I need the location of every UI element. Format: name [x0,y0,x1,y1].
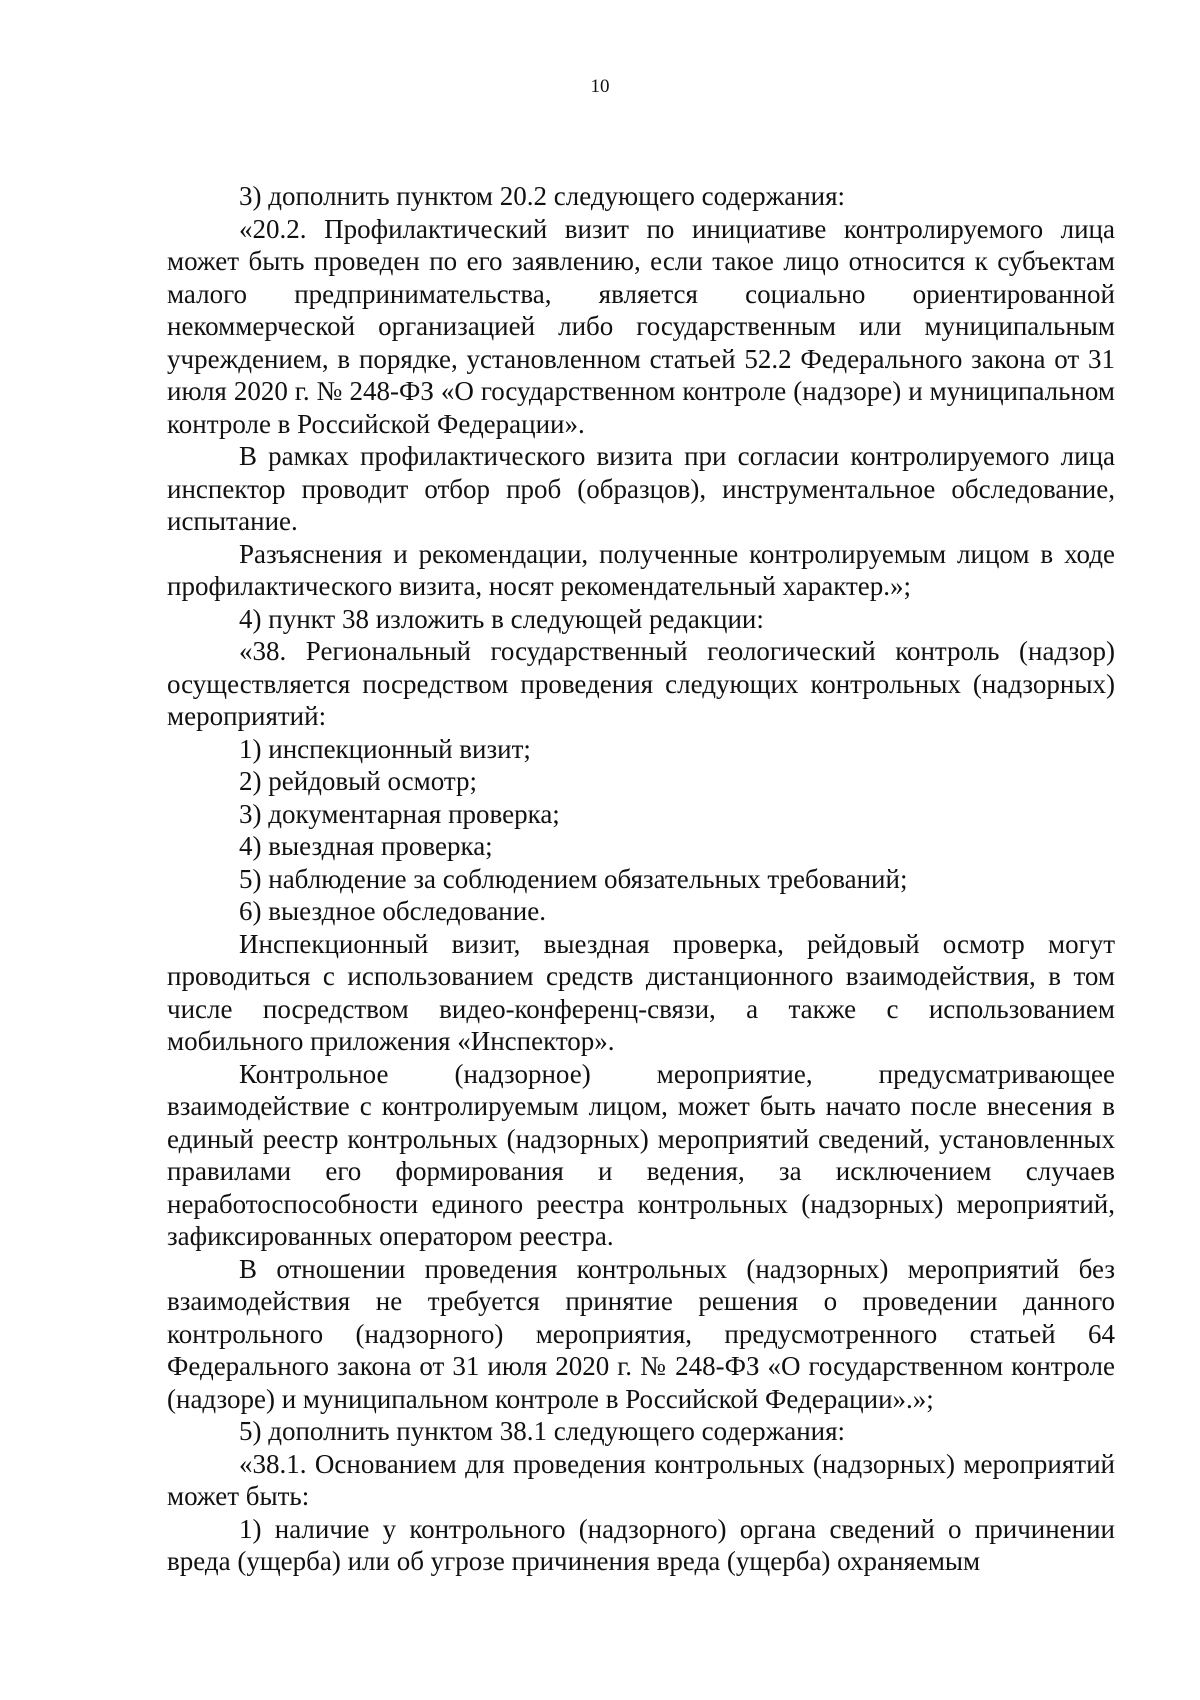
paragraph: Инспекционный визит, выездная проверка, рейдовый осмотр могут проводиться с использованием средств дистанционного взаимодействия, в том числе посредством видео-конференц-связи, а также с использованием мобильного приложения «Инспектор». [167,928,1115,1056]
paragraph: В отношении проведения контрольных (надзорных) мероприятий без взаимодействия не требуется принятие решения о проведении данного контрольного (надзорного) мероприятия, предусмотренного статьей 64 Федерального закона от 31 июля 2020 г. № 248-ФЗ «О государственном контроле (надзоре) и муниципальном контроле в Российской Федерации».»; [167,1253,1115,1414]
paragraph: В рамках профилактического визита при согласии контролируемого лица инспектор проводит отбор проб (образцов), инструментальное обследование, испытание. [167,441,1115,536]
page-number: 10 [590,76,610,97]
list-item: 6) выездное обследование. [239,896,546,926]
paragraph: «20.2. Профилактический визит по инициативе контролируемого лица может быть проведен по его заявлению, если такое лицо относится к субъектам малого предпринимательства, является социально ориентированной некоммерческой организацией либо государственным или муниципальным учреждением, в порядке, установленном статьей 52.2 Федерального закона от 31 июля 2020 г. № 248-ФЗ «О государственном контроле (надзоре) и муниципальном контроле в Российской Федерации». [167,213,1115,439]
list-item: 2) рейдовый осмотр; [239,766,478,796]
paragraph: 1) наличие у контрольного (надзорного) органа сведений о причинении вреда (ущерба) или об угрозе причинения вреда (ущерба) охраняемым [167,1513,1115,1576]
paragraph: 3) дополнить пунктом 20.2 следующего содержания: [239,181,846,211]
paragraph: «38.1. Основанием для проведения контрольных (надзорных) мероприятий может быть: [167,1448,1115,1511]
list-item: 3) документарная проверка; [239,798,560,829]
list-item: 4) выездная проверка; [239,831,493,861]
document-body [167,180,1115,1578]
paragraph: Контрольное (надзорное) мероприятие, предусматривающее взаимодействие с контролируемым лицом, может быть начато после внесения в единый реестр контрольных (надзорных) мероприятий сведений, установленных правилами его формирования и ведения, за исключением случаев неработоспособности единого реестра контрольных (надзорных) мероприятий, зафиксированных оператором реестра. [167,1058,1115,1251]
paragraph: 5) дополнить пунктом 38.1 следующего содержания: [239,1416,846,1446]
paragraph: «38. Региональный государственный геологический контроль (надзор) осуществляется посредством проведения следующих контрольных (надзорных) мероприятий: [167,636,1115,731]
paragraph: Разъяснения и рекомендации, полученные контролируемым лицом в ходе профилактического визита, носят рекомендательный характер.»; [167,538,1115,601]
list-item: 1) инспекционный визит; [239,733,531,764]
list-item: 5) наблюдение за соблюдением обязательных требований; [239,863,908,894]
paragraph: 4) пункт 38 изложить в следующей редакции: [239,603,764,634]
